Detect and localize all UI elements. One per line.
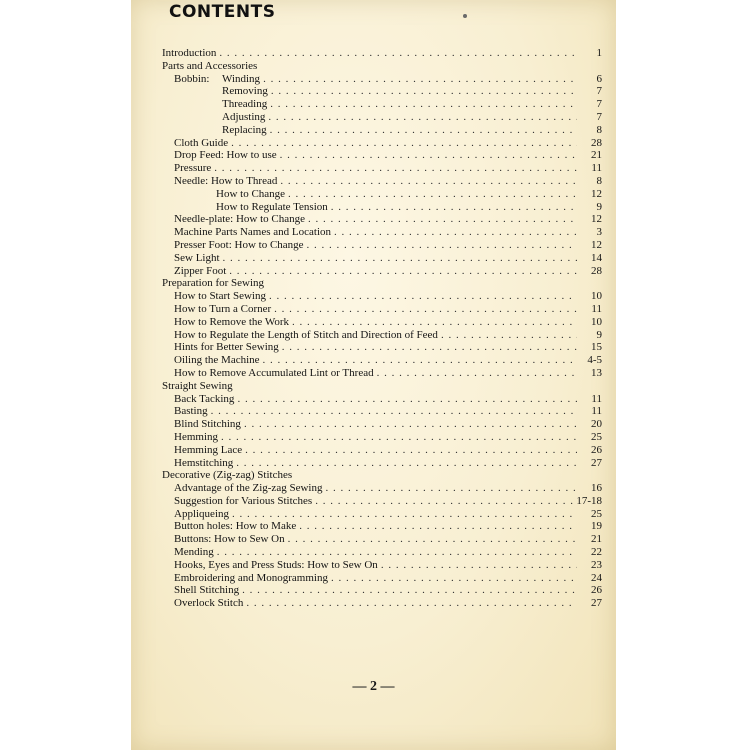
dot-leader	[268, 111, 577, 124]
toc-entry	[162, 149, 602, 162]
toc-entry-label: Drop Feed: How to use	[174, 149, 277, 162]
dot-leader	[331, 201, 577, 214]
toc-entry-page: 7	[596, 110, 602, 123]
toc-entry-page: 10	[591, 290, 602, 303]
toc-entry	[162, 533, 602, 546]
toc-entry	[162, 508, 602, 521]
toc-entry	[162, 597, 602, 610]
dot-leader	[308, 213, 577, 226]
dot-leader	[263, 73, 577, 86]
toc-entry-label: Hooks, Eyes and Press Studs: How to Sew On	[174, 558, 378, 571]
dot-leader	[334, 226, 577, 239]
toc-entry-label: Zipper Foot	[174, 264, 227, 277]
toc-entry	[162, 316, 602, 329]
toc-entry-label: How to Turn a Corner	[174, 302, 272, 315]
toc-entry-label: How to Regulate the Length of Stitch and Direction of Feed	[174, 328, 438, 341]
toc-entry-label: Hemstitching	[174, 456, 234, 469]
toc-entry-label: Adjusting	[222, 110, 266, 123]
toc-entry-label: Parts and Accessories	[162, 59, 258, 72]
dot-leader	[441, 329, 577, 342]
toc-entry-label: Preparation for Sewing	[162, 277, 265, 290]
toc-entry	[162, 73, 602, 86]
toc-entry-page: 12	[591, 238, 602, 251]
dot-leader	[270, 98, 577, 111]
toc-entry-label: Embroidering and Monogramming	[174, 571, 328, 584]
toc-entry-page: 7	[596, 85, 602, 98]
dot-leader	[245, 444, 577, 457]
toc-entry	[162, 226, 602, 239]
dot-leader	[232, 508, 577, 521]
toc-entry	[162, 354, 602, 367]
dot-leader	[307, 239, 577, 252]
toc-entry-page: 27	[591, 597, 602, 610]
toc-entry-page: 27	[591, 456, 602, 469]
toc-entry-page: 9	[596, 328, 602, 341]
toc-entry-page: 14	[591, 251, 602, 264]
dot-leader	[325, 482, 577, 495]
toc-entry-page: 10	[591, 315, 602, 328]
toc-section-heading	[162, 380, 602, 393]
toc-entry-page: 11	[591, 162, 602, 175]
toc-entry-page: 15	[591, 341, 602, 354]
dot-leader	[246, 597, 577, 610]
toc-entry-page: 21	[591, 149, 602, 162]
toc-entry	[162, 137, 602, 150]
toc-entry-page: 1	[596, 47, 602, 59]
toc-entry	[162, 252, 602, 265]
dot-leader	[271, 85, 577, 98]
toc-entry	[162, 124, 602, 137]
dot-leader	[236, 457, 577, 470]
toc-entry-page: 28	[591, 136, 602, 149]
dot-leader	[242, 584, 577, 597]
toc-entry	[162, 495, 602, 508]
dot-leader	[219, 47, 577, 60]
toc-entry-page: 4-5	[587, 354, 602, 367]
toc-entry-label: How to Remove the Work	[174, 315, 290, 328]
dot-leader	[280, 149, 577, 162]
toc-entry-page: 22	[591, 546, 602, 559]
toc-entry	[162, 329, 602, 342]
toc-entry-page: 21	[591, 533, 602, 546]
dot-leader	[223, 252, 577, 265]
dot-leader	[280, 175, 577, 188]
toc-entry-page: 17-18	[576, 494, 602, 507]
toc-entry-label: Suggestion for Various Stitches	[174, 494, 313, 507]
toc-entry-label: Overlock Stitch	[174, 597, 244, 610]
toc-entry-page: 12	[591, 213, 602, 226]
toc-entry-label: Threading	[222, 98, 268, 111]
toc-entry-label: Pressure	[174, 162, 212, 175]
toc-entry-label: Needle: How to Thread	[174, 174, 278, 187]
dot-leader	[331, 572, 577, 585]
toc-entry-page: 28	[591, 264, 602, 277]
toc-entry-page: 25	[591, 430, 602, 443]
toc-entry	[162, 431, 602, 444]
toc-entry	[162, 341, 602, 354]
toc-entry-label: Hemming	[174, 430, 218, 443]
toc-entry-label: How to Remove Accumulated Lint or Thread	[174, 366, 374, 379]
toc-entry-label: Hints for Better Sewing	[174, 341, 279, 354]
dot-leader	[270, 124, 577, 137]
toc-entry	[162, 572, 602, 585]
toc-entry-label: Introduction	[162, 47, 217, 59]
toc-entry-label: Buttons: How to Sew On	[174, 533, 285, 546]
toc-entry-page: 23	[591, 558, 602, 571]
toc-entry	[162, 303, 602, 316]
toc-entry	[162, 559, 602, 572]
toc-entry-label: Basting	[174, 405, 208, 418]
dot-leader	[237, 393, 577, 406]
toc-entry-page: 11	[591, 405, 602, 418]
toc-entry	[162, 188, 602, 201]
toc-entry	[162, 162, 602, 175]
toc-entry	[162, 265, 602, 278]
toc-entry-label: Advantage of the Zig-zag Sewing	[174, 482, 323, 495]
toc-entry-label: Removing	[222, 85, 268, 98]
toc-entry	[162, 584, 602, 597]
toc-entry	[162, 405, 602, 418]
toc-entry-page: 11	[591, 392, 602, 405]
dot-leader	[288, 533, 577, 546]
toc-entry-page: 6	[596, 72, 602, 85]
toc-section-heading	[162, 277, 602, 290]
dot-leader	[263, 354, 577, 367]
dot-leader	[269, 290, 577, 303]
dot-leader	[217, 546, 577, 559]
toc-entry-label: Appliqueing	[174, 507, 229, 520]
dot-leader	[214, 162, 577, 175]
toc-entry-label: Needle-plate: How to Change	[174, 213, 306, 226]
table-of-contents	[162, 47, 602, 610]
toc-entry-label: Back Tacking	[174, 392, 235, 405]
dot-leader	[377, 367, 577, 380]
toc-entry	[162, 85, 602, 98]
dot-leader	[244, 418, 577, 431]
toc-entry	[162, 201, 602, 214]
toc-entry-page: 11	[591, 302, 602, 315]
toc-entry-prefix: Bobbin:	[174, 72, 210, 85]
toc-entry-page: 25	[591, 507, 602, 520]
document-page	[131, 0, 616, 750]
toc-entry-page: 24	[591, 571, 602, 584]
toc-entry	[162, 444, 602, 457]
toc-entry-label: Mending	[174, 546, 214, 559]
page-number: — 2 —	[352, 679, 395, 694]
toc-entry-page: 9	[596, 200, 602, 213]
toc-entry	[162, 367, 602, 380]
dot-leader	[282, 341, 577, 354]
toc-entry-page: 8	[596, 174, 602, 187]
dot-leader	[229, 265, 577, 278]
toc-entry	[162, 546, 602, 559]
toc-entry-label: How to Change	[216, 187, 286, 200]
dot-leader	[211, 405, 577, 418]
toc-entry-page: 26	[591, 443, 602, 456]
toc-entry	[162, 520, 602, 533]
toc-entry-label: Machine Parts Names and Location	[174, 226, 332, 239]
page-title: CONTENTS	[169, 2, 276, 22]
dot-leader	[231, 137, 577, 150]
dot-leader	[292, 316, 577, 329]
toc-entry	[162, 418, 602, 431]
toc-entry-page: 7	[596, 98, 602, 111]
toc-entry	[162, 239, 602, 252]
toc-entry-page: 20	[591, 418, 602, 431]
dot-leader	[221, 431, 577, 444]
toc-section-heading	[162, 469, 602, 482]
toc-entry-label: How to Start Sewing	[174, 290, 266, 303]
toc-entry-label: Straight Sewing	[162, 379, 233, 392]
toc-entry-label: Presser Foot: How to Change	[174, 238, 304, 251]
toc-entry-label: Button holes: How to Make	[174, 520, 297, 533]
toc-entry-label: Winding	[222, 72, 261, 85]
toc-entry	[162, 213, 602, 226]
toc-entry	[162, 393, 602, 406]
toc-entry	[162, 457, 602, 470]
toc-entry-label: Shell Stitching	[174, 584, 240, 597]
toc-entry-label: Cloth Guide	[174, 136, 229, 149]
toc-entry-label: Blind Stitching	[174, 418, 241, 431]
toc-entry-page: 16	[591, 482, 602, 495]
toc-entry-label: Oiling the Machine	[174, 354, 260, 367]
toc-entry-label: Sew Light	[174, 251, 220, 264]
toc-entry-page: 19	[591, 520, 602, 533]
toc-entry-label: Replacing	[222, 123, 267, 136]
toc-entry	[162, 482, 602, 495]
toc-entry-page: 13	[591, 366, 602, 379]
toc-entry-label: Hemming Lace	[174, 443, 243, 456]
toc-entry	[162, 98, 602, 111]
toc-entry-page: 12	[591, 187, 602, 200]
dot-leader	[288, 188, 577, 201]
toc-entry	[162, 175, 602, 188]
toc-entry	[162, 111, 602, 124]
toc-entry	[162, 47, 602, 60]
dot-leader	[274, 303, 577, 316]
toc-entry-page: 8	[596, 123, 602, 136]
ink-dot	[463, 14, 467, 18]
dot-leader	[381, 559, 577, 572]
toc-section-heading	[162, 60, 602, 73]
toc-entry-page: 3	[596, 226, 602, 239]
toc-entry-label: How to Regulate Tension	[216, 200, 328, 213]
dot-leader	[299, 520, 577, 533]
toc-entry-label: Decorative (Zig-zag) Stitches	[162, 469, 293, 482]
toc-entry	[162, 290, 602, 303]
dot-leader	[315, 495, 573, 508]
toc-entry-page: 26	[591, 584, 602, 597]
